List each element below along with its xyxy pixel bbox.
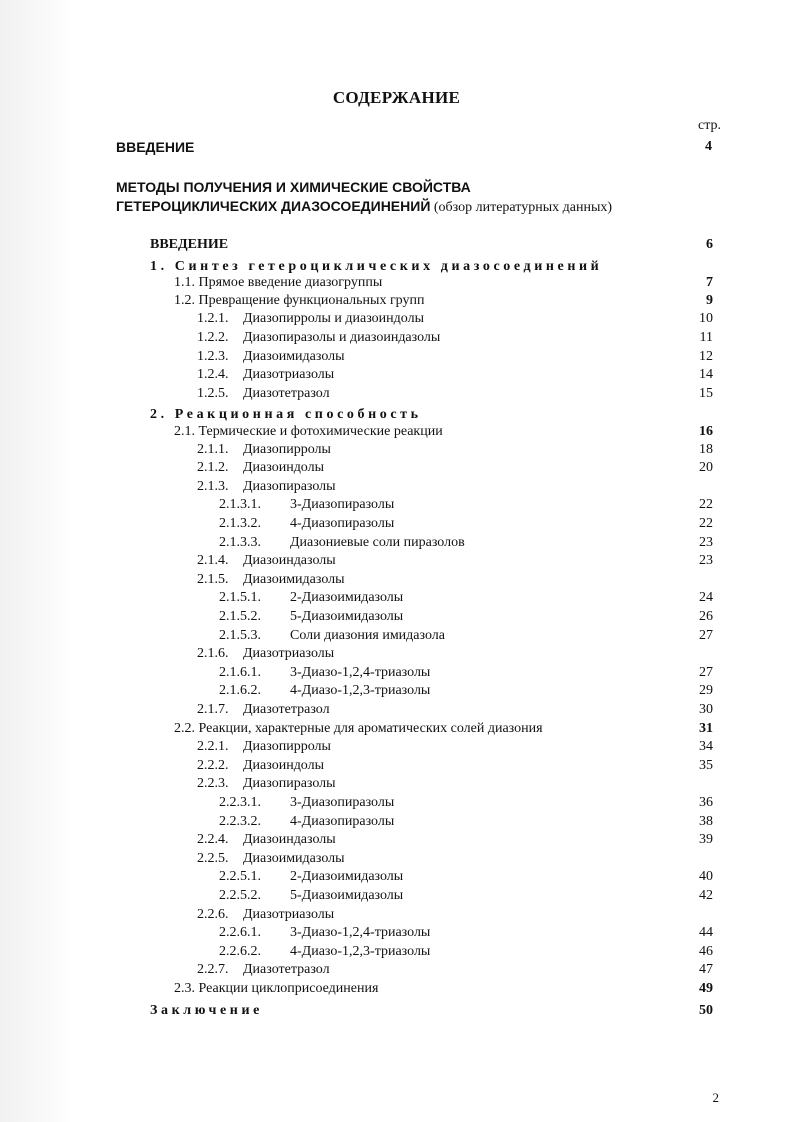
toc-entry-page: 31 [699,720,713,736]
toc-entry[interactable] [0,830,793,849]
toc-entry[interactable] [0,551,793,570]
toc-entry-page: 34 [699,739,713,755]
toc-entry-title: 2.3. Реакции циклоприсоединения [174,981,379,996]
toc-entry-page: 20 [699,460,713,476]
toc-entry-page: 29 [699,683,713,699]
toc-entry-title: 4-Диазопиразолы [290,813,395,829]
toc-entry[interactable] [0,644,793,663]
toc-entry[interactable] [0,235,793,254]
toc-entry-number: 2.1.6.1. [219,664,261,680]
toc-entry-title: 4-Диазопиразолы [290,516,395,531]
toc-entry[interactable] [0,756,793,775]
toc-entry[interactable] [0,923,793,942]
toc-entry-title: ВВЕДЕНИЕ [150,237,229,252]
toc-entry-title: 1. Синтез гетероциклических диазосоединений [150,258,603,274]
toc-entry-title: Диазоимидазолы [243,571,345,587]
toc-entry[interactable] [0,384,793,403]
toc-entry[interactable] [0,477,793,496]
toc-entry-title: Диазоиндолы [243,757,325,773]
toc-entry-number: 2.1.3.2. [219,516,261,531]
toc-entry-page: 40 [699,869,713,885]
toc-entry-page: 10 [699,311,713,327]
toc-entry[interactable] [0,626,793,645]
toc-entry-title: Диазопиразолы [243,776,336,792]
toc-entry-title: 4-Диазо-1,2,3-триазолы [290,943,431,959]
toc-entry-title: Диазопиразолы и диазоиндазолы [243,330,441,345]
toc-entry-page: 23 [699,534,713,550]
toc-entry-number: 2.2.5. [197,850,229,866]
methods-heading-line1: МЕТОДЫ ПОЛУЧЕНИЯ И ХИМИЧЕСКИЕ СВОЙСТВА [116,179,471,195]
toc-intro-title: ВВЕДЕНИЕ [116,139,195,155]
toc-entry-title: Диазоиндолы [243,460,325,476]
toc-entry-page: 9 [706,292,713,308]
toc-entry-page: 18 [699,441,713,457]
toc-entry[interactable] [0,514,793,533]
toc-entry-title: Диазотриазолы [243,906,335,922]
toc-entry[interactable] [0,458,793,477]
toc-entry-number: 2.1.5.3. [219,627,261,643]
toc-entry-title: Диазотетразол [243,702,330,717]
toc-entry-number: 2.2.3. [197,776,229,792]
toc-entry-number: 1.2.3. [197,348,229,364]
toc-entry[interactable] [0,347,793,366]
toc-entry[interactable] [0,942,793,961]
methods-heading-line2: ГЕТЕРОЦИКЛИЧЕСКИХ ДИАЗОСОЕДИНЕНИЙ [116,198,431,214]
toc-entry-title: 1.1. Прямое введение диазогруппы [174,275,383,291]
toc-entry-page: 26 [699,609,713,624]
toc-entry-number: 2.1.3. [197,478,229,494]
toc-entry[interactable] [0,700,793,719]
toc-entry-title: Диазопирролы [243,739,331,755]
toc-entry-page: 16 [699,424,713,439]
toc-intro-page: 4 [705,139,712,154]
page-column-label: стр. [697,118,721,133]
toc-entry-title: 2-Диазоимидазолы [290,590,404,606]
toc-entry-title: Диазопирролы [243,441,331,457]
toc-entry[interactable] [0,960,793,979]
toc-entry-title: 2.1. Термические и фотохимические реакции [174,424,443,439]
toc-entry-number: 2.1.4. [197,553,229,569]
toc-entry-page: 22 [699,516,713,531]
toc-entry-title: Диазоиндазолы [243,553,336,569]
toc-entry-number: 2.1.2. [197,460,229,476]
toc-entry-page: 49 [699,981,713,996]
toc-entry-number: 2.1.1. [197,441,229,457]
toc-entry-page: 50 [699,1002,713,1018]
toc-entry-title: Диазотетразол [243,385,330,401]
toc-entry[interactable] [0,607,793,626]
toc-intro-entry[interactable] [116,139,712,155]
toc-entry-page: 15 [699,385,713,401]
toc-entry-page: 7 [706,275,713,291]
toc-entry[interactable] [0,495,793,514]
page-number: 2 [712,1090,719,1105]
toc-entry-number: 2.2.6.1. [219,925,261,941]
toc-entry-title: Соли диазония имидазола [290,627,445,643]
toc-entry-number: 2.2.4. [197,832,229,848]
toc-entry-number: 2.1.5. [197,571,229,587]
toc-entry-page: 44 [699,925,713,941]
toc-entry-title: 2-Диазоимидазолы [290,869,404,885]
toc-entry-page: 35 [699,757,713,773]
toc-entry-number: 2.1.7. [197,702,229,717]
toc-entry-number: 2.2.3.1. [219,795,261,810]
toc-entry[interactable] [0,719,793,738]
toc-entry[interactable] [0,867,793,886]
toc-entry[interactable] [0,979,793,998]
toc-entry-number: 2.2.2. [197,757,229,773]
toc-entry-page: 11 [699,330,713,345]
toc-entry-number: 2.2.5.1. [219,869,261,885]
toc-entry-title: 2. Реакционная способность [150,407,422,423]
toc-entry-number: 2.1.5.2. [219,609,261,624]
toc-entry-number: 2.2.5.2. [219,888,261,903]
toc-entry-number: 2.2.3.2. [219,813,261,829]
toc-section-heading[interactable] [0,1001,793,1020]
toc-entry-page: 23 [699,553,713,569]
toc-entry-title: Диазотетразол [243,962,330,978]
toc-entry-title: 4-Диазо-1,2,3-триазолы [290,683,431,699]
toc-entry-number: 1.2.1. [197,311,229,327]
toc-entry-page: 24 [699,590,713,606]
toc-entry-title: Диазоимидазолы [243,348,345,364]
toc-entry[interactable] [0,440,793,459]
toc-entry[interactable] [0,681,793,700]
toc-entry-title: Диазониевые соли пиразолов [290,534,465,550]
toc-entry-title: 5-Диазоимидазолы [290,888,404,903]
toc-entry-page: 27 [699,627,713,643]
toc-entry-number: 2.2.6. [197,906,229,922]
toc-entry-page: 47 [699,962,713,978]
toc-entry-page: 22 [699,497,713,513]
toc-entry-title: Диазоимидазолы [243,850,345,866]
toc-entry-title: Диазопирролы и диазоиндолы [243,311,424,327]
toc-entry[interactable] [0,570,793,589]
toc-entry-page: 6 [706,237,713,252]
toc-entry-page: 27 [699,664,713,680]
toc-entry-number: 1.2.5. [197,385,229,401]
toc-entry[interactable] [0,663,793,682]
toc-entry[interactable] [0,422,793,441]
toc-entry-number: 2.1.3.1. [219,497,261,513]
toc-entry-title: 3-Диазо-1,2,4-триазолы [290,664,431,680]
toc-entry[interactable] [0,309,793,328]
toc-entry[interactable] [0,905,793,924]
toc-entry-number: 1.2.4. [197,367,229,383]
toc-entry-title: 5-Диазоимидазолы [290,609,404,624]
toc-entry-number: 2.2.1. [197,739,229,755]
toc-entry[interactable] [0,291,793,310]
toc-entry-page: 36 [699,795,713,810]
methods-heading [116,178,612,217]
toc-entry-title: Заключение [150,1002,263,1018]
toc-entry[interactable] [0,737,793,756]
page-title: СОДЕРЖАНИЕ [332,88,461,107]
toc-entry-title: Диазотриазолы [243,367,335,383]
toc-entry-number: 2.1.6.2. [219,683,261,699]
toc-entry-page: 12 [699,348,713,364]
toc-entry[interactable] [0,273,793,292]
toc-entry[interactable] [0,812,793,831]
toc-entry-title: Диазоиндазолы [243,832,336,848]
toc-entry-title: Диазопиразолы [243,478,336,494]
toc-entry-title: 1.2. Превращение функциональных групп [174,292,425,308]
toc-entry-title: 3-Диазопиразолы [290,497,395,513]
toc-entry-number: 2.1.3.3. [219,534,261,550]
toc-entry-title: Диазотриазолы [243,646,335,662]
toc-entry-title: 3-Диазо-1,2,4-триазолы [290,925,431,941]
toc-entry-number: 2.2.7. [197,962,229,978]
toc-entry-number: 1.2.2. [197,330,229,345]
toc-entry-page: 14 [699,367,713,383]
toc-entry-title: 3-Диазопиразолы [290,795,395,810]
toc-entry-page: 30 [699,702,713,717]
toc-entry-page: 38 [699,813,713,829]
toc-entry[interactable] [0,793,793,812]
toc-entry-number: 2.1.5.1. [219,590,261,606]
toc-entry-page: 42 [699,888,713,903]
toc-entry[interactable] [0,849,793,868]
toc-entry[interactable] [0,774,793,793]
toc-entry-page: 46 [699,943,713,959]
toc-entry-number: 2.1.6. [197,646,229,662]
methods-heading-note: (обзор литературных данных) [433,200,613,215]
toc-entry-number: 2.2.6.2. [219,943,261,959]
toc-entry-page: 39 [699,832,713,848]
toc-entry[interactable] [0,533,793,552]
toc-entry[interactable] [0,588,793,607]
toc-entry-title: 2.2. Реакции, характерные для ароматических солей диазония [174,720,543,736]
toc-entry[interactable] [0,886,793,905]
toc-entry[interactable] [0,365,793,384]
toc-entry[interactable] [0,328,793,347]
